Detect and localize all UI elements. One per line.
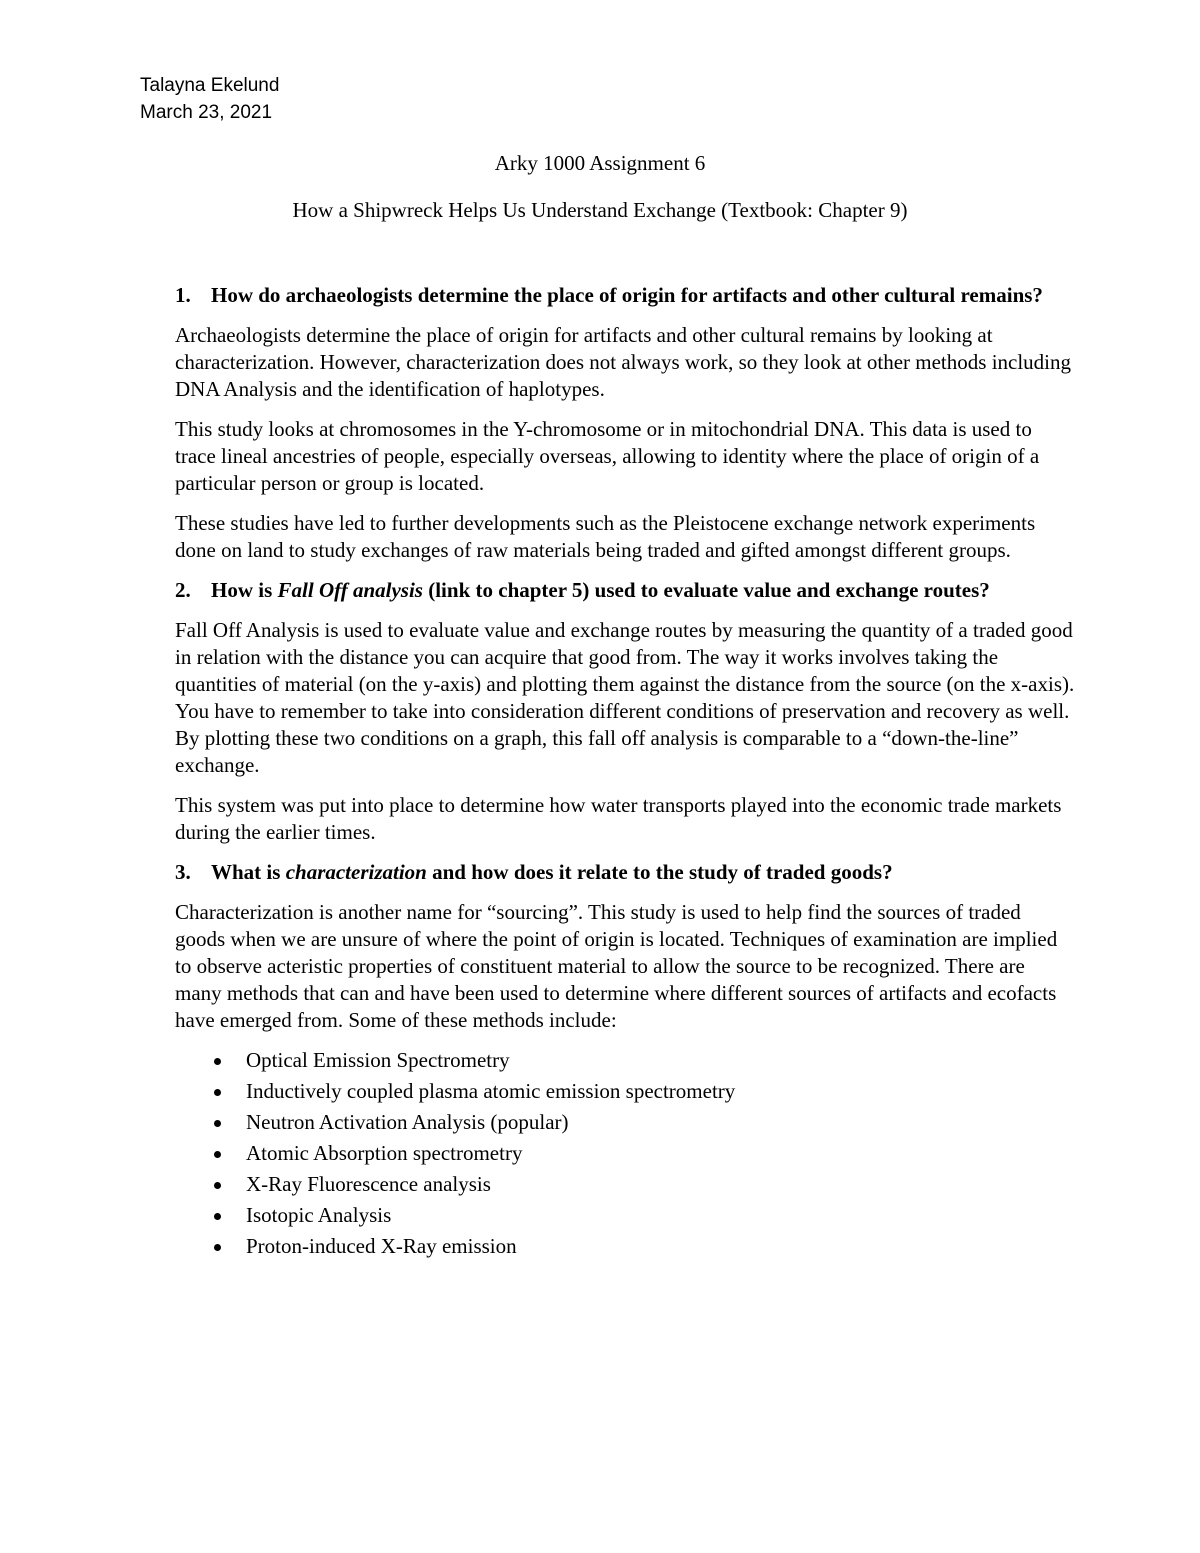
list-item: Neutron Activation Analysis (popular) bbox=[175, 1109, 1075, 1136]
bullet-icon bbox=[214, 1089, 221, 1096]
question-text: How do archaeologists determine the place of origin for artifacts and other cultural remains? bbox=[211, 283, 1043, 307]
bullet-icon bbox=[214, 1244, 221, 1251]
question-prefix: How is bbox=[211, 578, 278, 602]
question-suffix: and how does it relate to the study of traded goods? bbox=[426, 860, 893, 884]
answer-paragraph: These studies have led to further developments such as the Pleistocene exchange network experiments done on land to study exchanges of raw materials being traded and gifted amongst different groups. bbox=[175, 511, 1036, 562]
question-2-heading bbox=[175, 577, 1075, 604]
answer-paragraph: Characterization is another name for “sourcing”. This study is used to help find the sources of traded goods when we are unsure of where the point of origin is located. Techniques of examination are implied to observe acteristic properties of constituent material to allow the source to be recognized. There are many methods that can and have been used to determine where different sources of artifacts and ecofacts have emerged from. Some of these methods include: bbox=[175, 900, 1058, 1032]
document-body bbox=[175, 282, 1075, 1264]
answer-paragraph: Fall Off Analysis is used to evaluate value and exchange routes by measuring the quantity of a traded good in relation with the distance you can acquire that good from. The way it works involves taking the quantities of material (on the y-axis) and plotting them against the distance from the source (on the x-axis). You have to remember to take into consideration different conditions of preservation and recovery as well. By plotting these two conditions on a graph, this fall off analysis is comparable to a “down-the-line” exchange. bbox=[175, 618, 1075, 777]
assignment-title: Arky 1000 Assignment 6 bbox=[494, 151, 706, 175]
bullet-icon bbox=[214, 1182, 221, 1189]
question-number: 2. bbox=[175, 578, 191, 602]
assignment-subtitle: How a Shipwreck Helps Us Understand Exchange (Textbook: Chapter 9) bbox=[292, 198, 908, 222]
author-name: Talayna Ekelund bbox=[140, 75, 280, 96]
list-item: X-Ray Fluorescence analysis bbox=[175, 1171, 1075, 1198]
question-emphasis: characterization bbox=[285, 860, 427, 884]
list-item: Proton-induced X-Ray emission bbox=[175, 1233, 1075, 1260]
answer-paragraph: This study looks at chromosomes in the Y-chromosome or in mitochondrial DNA. This data is used to trace lineal ancestries of people, especially overseas, allowing to identity where the place of origin of a particular person or group is located. bbox=[175, 417, 1040, 495]
list-item: Atomic Absorption spectrometry bbox=[175, 1140, 1075, 1167]
question-3-heading bbox=[175, 859, 1075, 886]
question-prefix: What is bbox=[211, 860, 286, 884]
bullet-icon bbox=[214, 1120, 221, 1127]
document-date: March 23, 2021 bbox=[140, 102, 273, 123]
bullet-icon bbox=[214, 1151, 221, 1158]
question-emphasis: Fall Off analysis bbox=[277, 578, 423, 602]
bullet-icon bbox=[214, 1058, 221, 1065]
list-item: Inductively coupled plasma atomic emission spectrometry bbox=[175, 1078, 1075, 1105]
answer-paragraph: Archaeologists determine the place of origin for artifacts and other cultural remains by looking at characterization. However, characterization does not always work, so they look at other methods including DNA Analysis and the identification of haplotypes. bbox=[175, 323, 1072, 401]
list-item: Optical Emission Spectrometry bbox=[175, 1047, 1075, 1074]
question-number: 3. bbox=[175, 860, 191, 884]
list-item: Isotopic Analysis bbox=[175, 1202, 1075, 1229]
answer-paragraph: This system was put into place to determine how water transports played into the economic trade markets during the earlier times. bbox=[175, 793, 1062, 844]
methods-list bbox=[175, 1047, 1075, 1260]
bullet-icon bbox=[214, 1213, 221, 1220]
question-suffix: (link to chapter 5) used to evaluate value and exchange routes? bbox=[422, 578, 990, 602]
document-header bbox=[140, 72, 279, 126]
question-1-heading bbox=[175, 282, 1075, 309]
question-number: 1. bbox=[175, 283, 191, 307]
